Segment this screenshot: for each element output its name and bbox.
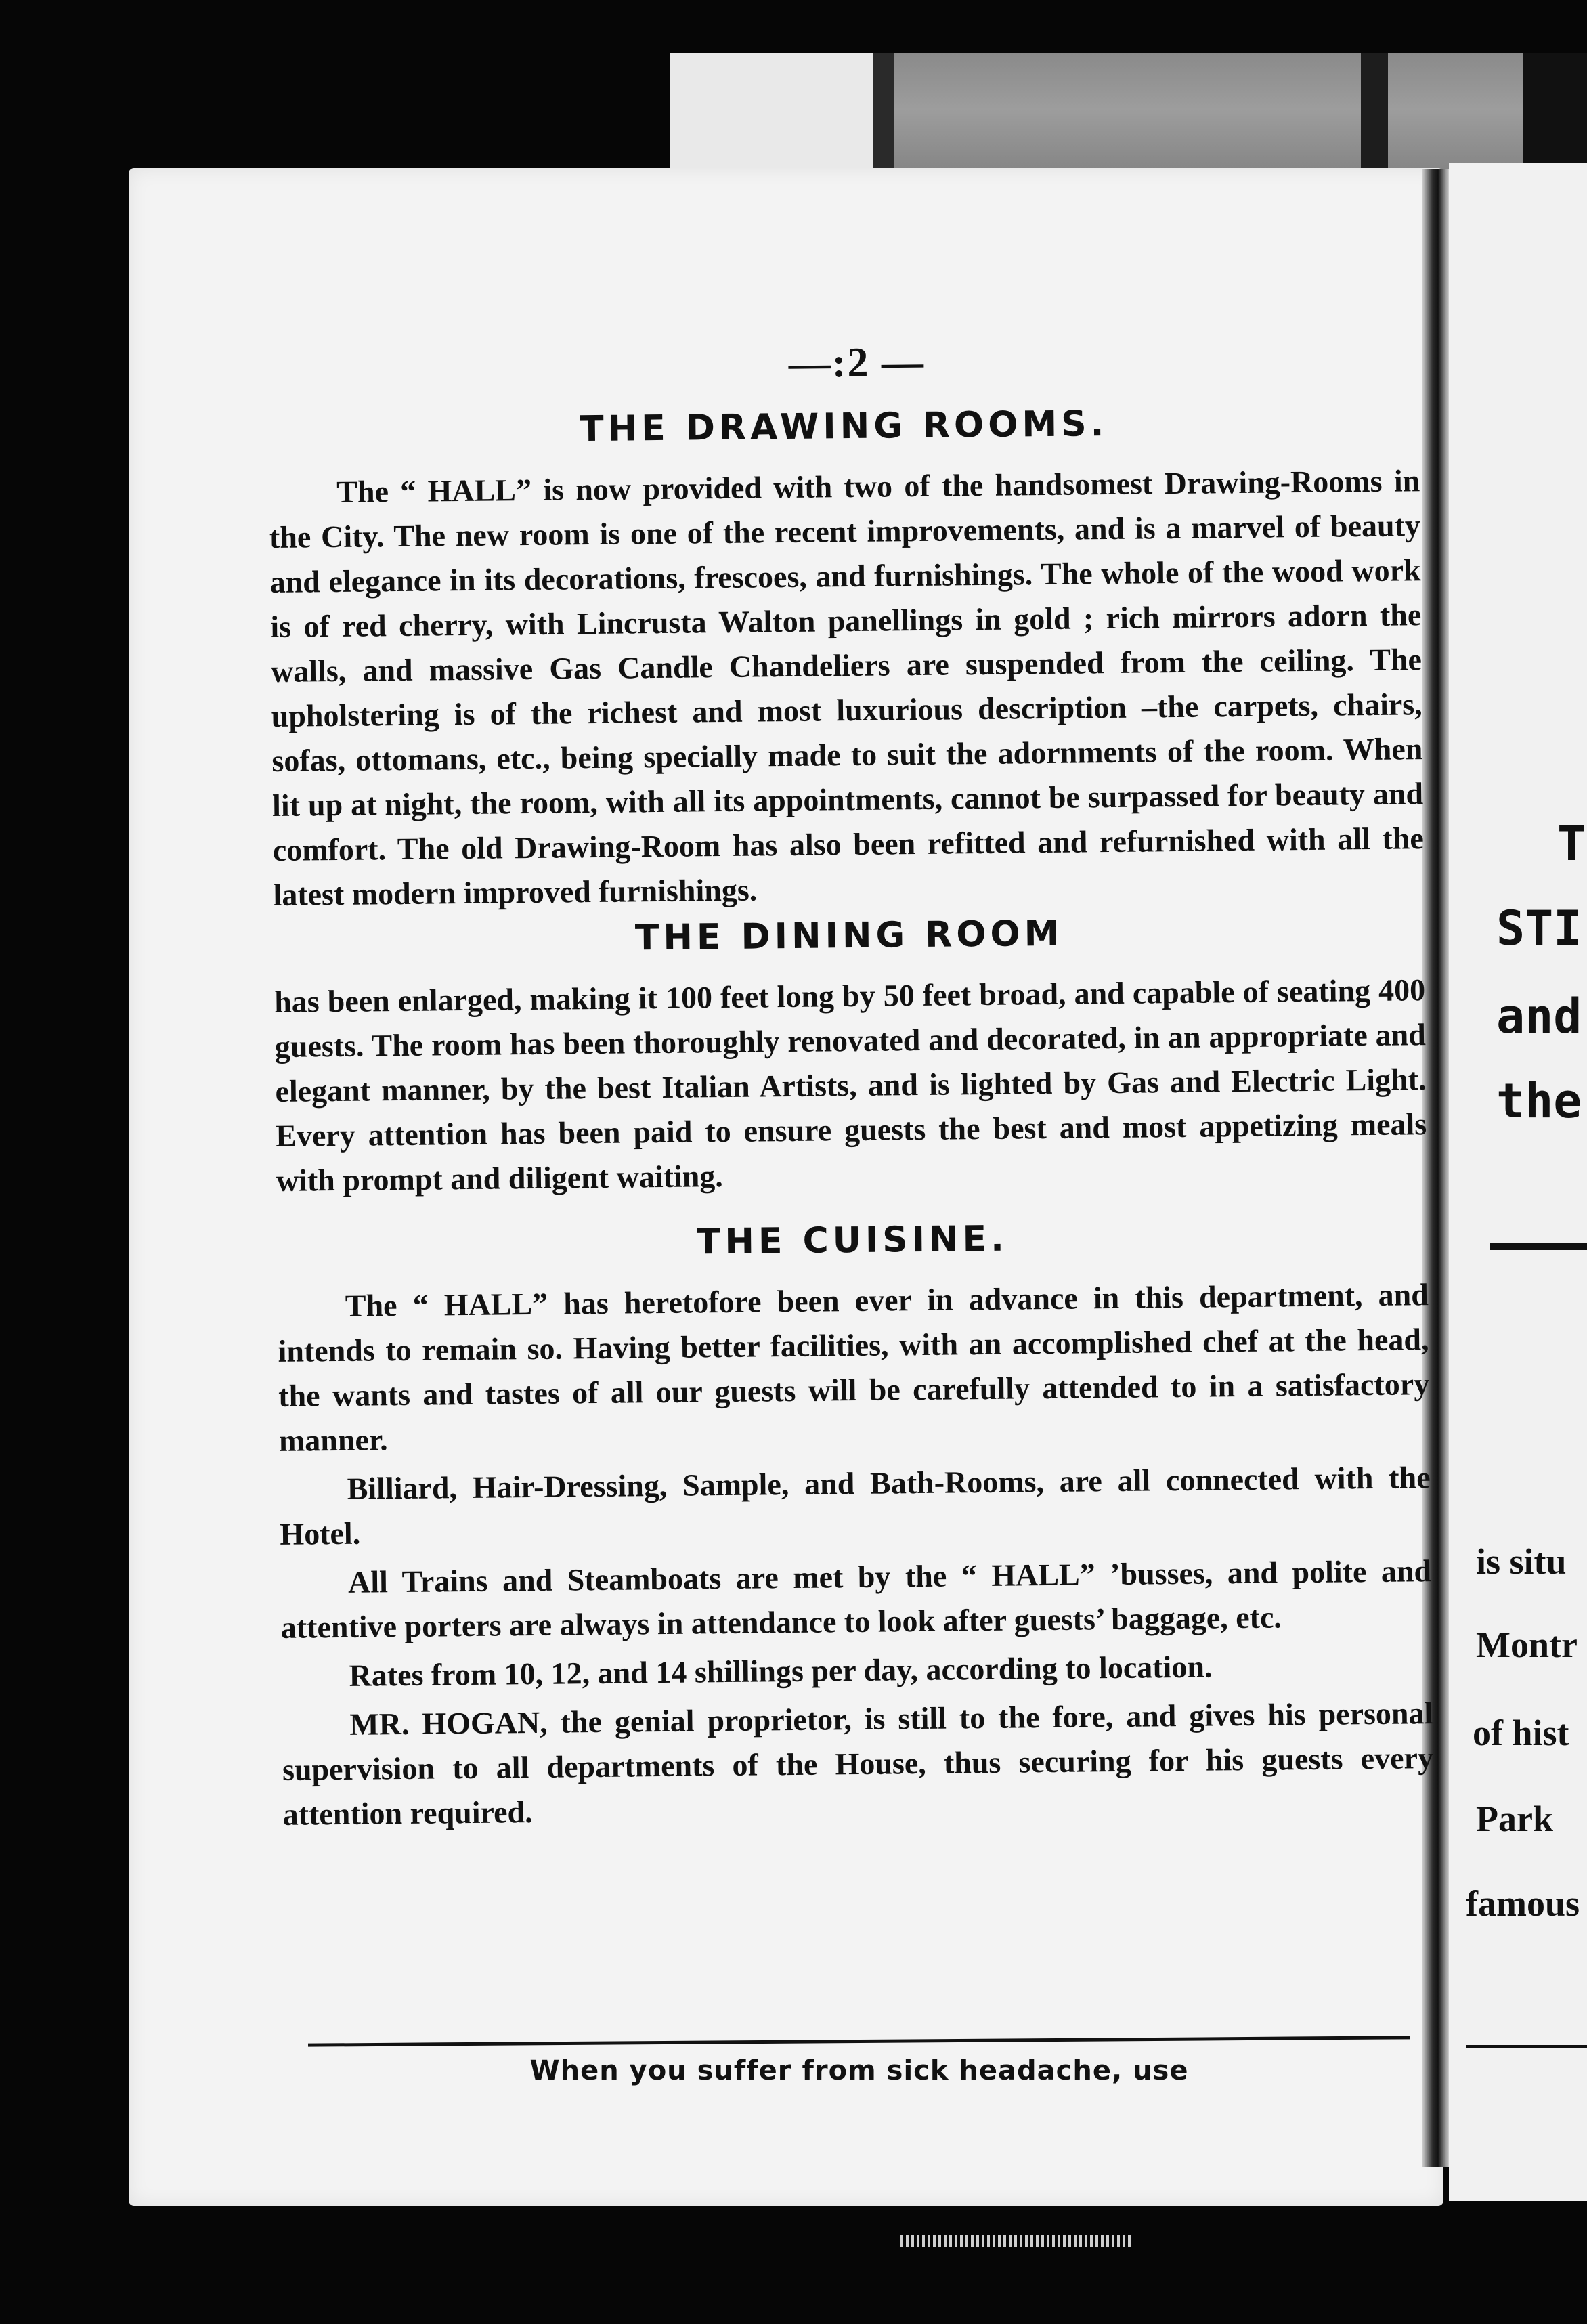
right-fragment: famous: [1466, 1883, 1580, 1924]
page-content: [267, 333, 1434, 1837]
right-fragment: of hist: [1473, 1713, 1569, 1753]
drawing-rooms-paragraph: The “ HALL” is now provided with two of the handsomest Drawing-Rooms in the City. The new room is one of the recent improvements, and is a marvel of beauty and elegance in its decorations, frescoes, and furnishings. The whole of the wood work is of red cherry, with Lincrusta Walton panellings in gold ; rich mirrors adorn the walls, and massive Gas Candle Chandeliers are suspended from the ceiling. The upholstering is of the richest and most luxurious description –the carpets, chairs, sofas, ottomans, etc., being specially made to suit the adornments of the room. When lit up at night, the room, with all its appointments, cannot be surpassed for beauty and comfort. The old Drawing-Room has also been refitted and refurnished with all the latest modern improved furnishings.: [269, 463, 1424, 912]
dining-room-paragraph: has been enlarged, making it 100 feet long by 50 feet broad, and capable of seating 400 guests. The room has been thoroughly renovated and decorated, in an appropriate and elegant manner, by the best Italian Artists, and is lighted by Gas and Electric Light. Every attention has been paid to ensure guests the best and most appetizing meals with prompt and diligent waiting.: [274, 972, 1427, 1198]
proprietor-paragraph: MR. HOGAN, the genial proprietor, is still to the fore, and gives his personal supervision to all departments of the House, thus securing for his guests every attention required.: [282, 1696, 1434, 1832]
page-number: —:2 —: [788, 339, 926, 387]
amenities-paragraph: Billiard, Hair-Dressing, Sample, and Bath-Rooms, are all connected with the Hotel.: [280, 1460, 1431, 1551]
page-edge-marks: [900, 2235, 1131, 2247]
right-fragment: Park: [1476, 1799, 1553, 1839]
right-fragment: and: [1496, 989, 1582, 1044]
right-fragment: Montr: [1476, 1624, 1578, 1665]
cuisine-paragraph: The “ HALL” has heretofore been ever in advance in this department, and intends to remain so. Having better facilities, with an accomplished chef at the head, the wants and tastes of all our guests will be carefully attended to in a satisfactory manner.: [278, 1277, 1430, 1458]
transport-paragraph: All Trains and Steamboats are met by the “ HALL” ’busses, and polite and attentive porters are always in attendance to look after guests’ baggage, etc.: [280, 1553, 1432, 1645]
right-fragment: is situ: [1476, 1541, 1567, 1582]
right-page-rule: [1466, 2045, 1587, 2048]
right-fragment: STI: [1496, 901, 1582, 956]
rates-paragraph: Rates from 10, 12, and 14 shillings per day, according to location.: [349, 1649, 1213, 1693]
right-page-rule: [1490, 1243, 1587, 1250]
section-heading-cuisine: THE CUISINE.: [696, 1218, 1009, 1263]
section-heading-dining-room: THE DINING ROOM: [634, 913, 1064, 959]
footer-advert: When you suffer from sick headache, use: [529, 2055, 1189, 2086]
section-heading-drawing-rooms: THE DRAWING ROOMS.: [579, 404, 1108, 450]
right-fragment: the: [1496, 1073, 1582, 1129]
right-fragment: T: [1557, 816, 1586, 872]
